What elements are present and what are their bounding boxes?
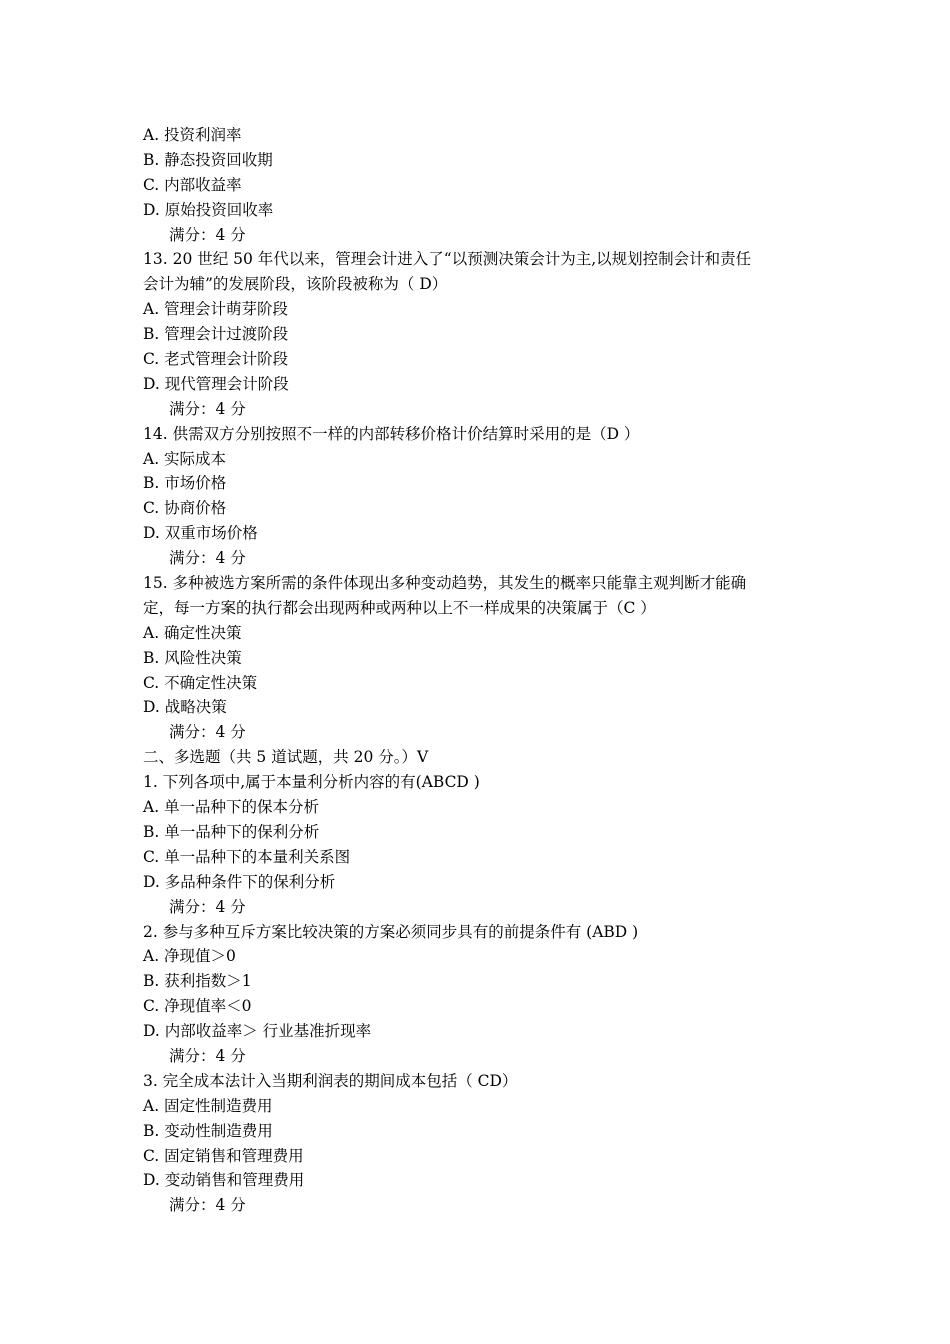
option-line: C. 单一品种下的本量利关系图 — [143, 847, 351, 866]
question-line: 2. 参与多种互斥方案比较决策的方案必须同步具有的前提条件有 (ABD ) — [143, 922, 639, 941]
question-line: 1. 下列各项中,属于本量利分析内容的有(ABCD ) — [143, 773, 480, 792]
option-line: D. 变动销售和管理费用 — [143, 1171, 305, 1190]
option-line: A. 净现值＞0 — [143, 947, 236, 966]
question-line: 会计为辅”的发展阶段，该阶段被称为（ D） — [143, 275, 448, 294]
option-line: C. 固定销售和管理费用 — [143, 1146, 304, 1165]
option-line: D. 内部收益率＞ 行业基准折现率 — [143, 1022, 372, 1041]
question-line: 定，每一方案的执行都会出现两种或两种以上不一样成果的决策属于（C ） — [143, 598, 656, 617]
option-line: A. 确定性决策 — [143, 623, 242, 642]
score-line: 满分：4 分 — [169, 1046, 246, 1065]
question-line: 3. 完全成本法计入当期利润表的期间成本包括（ CD） — [143, 1071, 518, 1090]
option-line: D. 多品种条件下的保利分析 — [143, 872, 336, 891]
score-line: 满分：4 分 — [169, 897, 246, 916]
score-line: 满分：4 分 — [169, 1196, 246, 1215]
option-line: A. 固定性制造费用 — [143, 1096, 273, 1115]
score-line: 满分：4 分 — [169, 399, 246, 418]
option-line: D. 现代管理会计阶段 — [143, 374, 289, 393]
option-line: B. 单一品种下的保利分析 — [143, 822, 320, 841]
score-line: 满分：4 分 — [169, 723, 246, 742]
option-line: B. 静态投资回收期 — [143, 150, 273, 169]
option-line: A. 单一品种下的保本分析 — [143, 798, 320, 817]
option-line: C. 净现值率＜0 — [143, 997, 252, 1016]
option-line: B. 获利指数＞1 — [143, 972, 252, 991]
option-line: B. 管理会计过渡阶段 — [143, 325, 289, 344]
option-line: D. 原始投资回收率 — [143, 200, 274, 219]
option-line: B. 变动性制造费用 — [143, 1121, 273, 1140]
option-line: D. 双重市场价格 — [143, 524, 258, 543]
question-line: 15. 多种被选方案所需的条件体现出多种变动趋势，其发生的概率只能靠主观判断才能确 — [143, 574, 747, 593]
option-line: D. 战略决策 — [143, 698, 227, 717]
question-line: 13. 20 世纪 50 年代以来，管理会计进入了“以预测决策会计为主,以规划控制会计和责任 — [143, 250, 752, 269]
option-line: A. 投资利润率 — [143, 126, 242, 144]
score-line: 满分：4 分 — [169, 225, 246, 244]
document-page — [143, 123, 813, 1218]
question-line: 14. 供需双方分别按照不一样的内部转移价格计价结算时采用的是（D ） — [143, 424, 640, 443]
section-line: 二、多选题（共 5 道试题，共 20 分。）V — [143, 748, 429, 767]
score-line: 满分：4 分 — [169, 549, 246, 568]
option-line: B. 市场价格 — [143, 474, 227, 493]
option-line: C. 内部收益率 — [143, 175, 242, 194]
option-line: B. 风险性决策 — [143, 648, 242, 667]
option-line: C. 老式管理会计阶段 — [143, 350, 289, 369]
option-line: C. 不确定性决策 — [143, 673, 258, 692]
option-line: C. 协商价格 — [143, 499, 227, 518]
option-line: A. 管理会计萌芽阶段 — [143, 300, 289, 319]
option-line: A. 实际成本 — [143, 449, 227, 468]
